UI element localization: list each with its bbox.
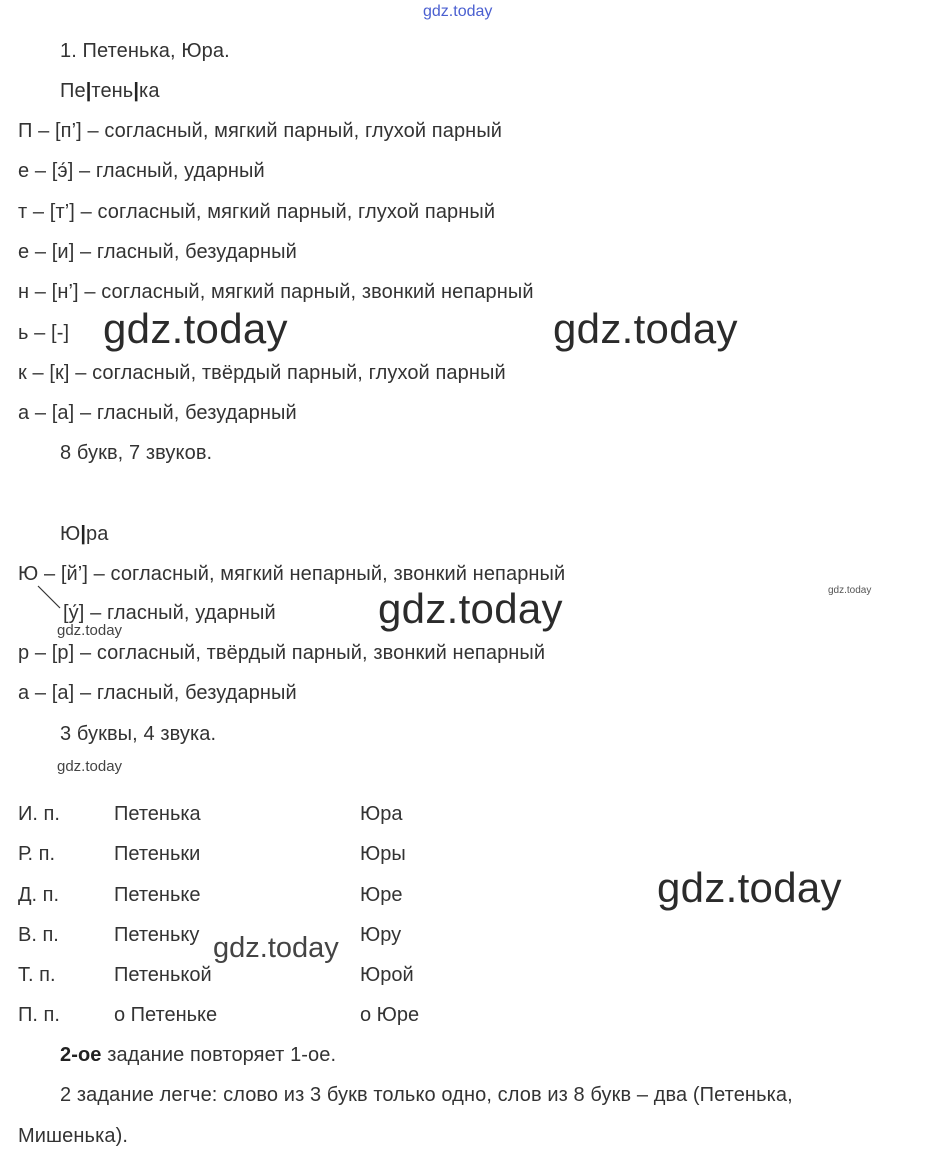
task2-note-continued: Мишенька).: [18, 1125, 128, 1147]
case-label: Д. п.: [18, 884, 60, 906]
syllable: тень: [91, 80, 134, 102]
task2-number: 2-ое: [60, 1044, 102, 1066]
analysis-line: П – [п’] – согласный, мягкий парный, глухой парный: [18, 120, 503, 142]
word1-form: Петеньки: [114, 843, 201, 865]
watermark-medium: gdz.today: [213, 932, 339, 964]
watermark-large: gdz.today: [378, 585, 563, 632]
task2-note: 2 задание легче: слово из 3 букв только одно, слов из 8 букв – два (Петенька,: [60, 1084, 793, 1106]
case-label: Р. п.: [18, 843, 56, 865]
syllable-divider: |: [85, 80, 92, 102]
word1-form: Петеньку: [114, 924, 200, 946]
case-label: П. п.: [18, 1004, 60, 1026]
word2-syllables: [60, 522, 108, 546]
case-label: В. п.: [18, 924, 59, 946]
word1-form: Петенькой: [114, 964, 212, 986]
watermark-small: gdz.today: [57, 758, 123, 775]
analysis-line: т – [т’] – согласный, мягкий парный, глухой парный: [18, 201, 496, 223]
word2-summary: 3 буквы, 4 звука.: [60, 723, 217, 745]
syllable: Пе: [60, 80, 86, 102]
analysis-line: р – [р] – согласный, твёрдый парный, звонкий непарный: [18, 642, 546, 664]
syllable: ра: [86, 523, 109, 545]
task2-statement: [60, 1043, 336, 1067]
syllable: Ю: [60, 523, 81, 545]
word1-form: о Петеньке: [114, 1004, 218, 1026]
watermark-large: gdz.today: [103, 305, 288, 352]
watermark-top: gdz.today: [423, 3, 493, 20]
word2-form: Юру: [360, 924, 402, 946]
word1-form: Петенька: [114, 803, 201, 825]
word2-form: Юры: [360, 843, 406, 865]
case-label: И. п.: [18, 803, 60, 825]
word2-form: о Юре: [360, 1004, 420, 1026]
branch-connector: [36, 584, 66, 612]
analysis-line: ь – [-]: [18, 322, 70, 344]
syllable-divider: |: [133, 80, 140, 102]
task1-title: 1. Петенька, Юра.: [60, 40, 230, 62]
watermark-small: gdz.today: [57, 622, 123, 639]
word2-form: Юра: [360, 803, 403, 825]
syllable: ка: [139, 80, 160, 102]
case-label: Т. п.: [18, 964, 56, 986]
word2-form: Юрой: [360, 964, 414, 986]
analysis-line: [у́] – гласный, ударный: [63, 602, 276, 624]
analysis-line: а – [а] – гласный, безударный: [18, 682, 297, 704]
word2-form: Юре: [360, 884, 403, 906]
analysis-line: к – [к] – согласный, твёрдый парный, глухой парный: [18, 362, 506, 384]
watermark-large: gdz.today: [553, 305, 738, 352]
word1-summary: 8 букв, 7 звуков.: [60, 442, 213, 464]
analysis-line: н – [н’] – согласный, мягкий парный, звонкий непарный: [18, 281, 534, 303]
task2-text: задание повторяет 1-ое.: [101, 1044, 337, 1066]
word1-form: Петеньке: [114, 884, 201, 906]
watermark-large: gdz.today: [657, 864, 842, 911]
watermark-tiny: gdz.today: [828, 585, 872, 596]
syllable-divider: |: [80, 523, 87, 545]
analysis-line: а – [а] – гласный, безударный: [18, 402, 297, 424]
analysis-line: е – [и] – гласный, безударный: [18, 241, 297, 263]
analysis-line: е – [э́] – гласный, ударный: [18, 160, 265, 182]
analysis-line: Ю – [й’] – согласный, мягкий непарный, звонкий непарный: [18, 563, 566, 585]
word1-syllables: [60, 79, 160, 103]
